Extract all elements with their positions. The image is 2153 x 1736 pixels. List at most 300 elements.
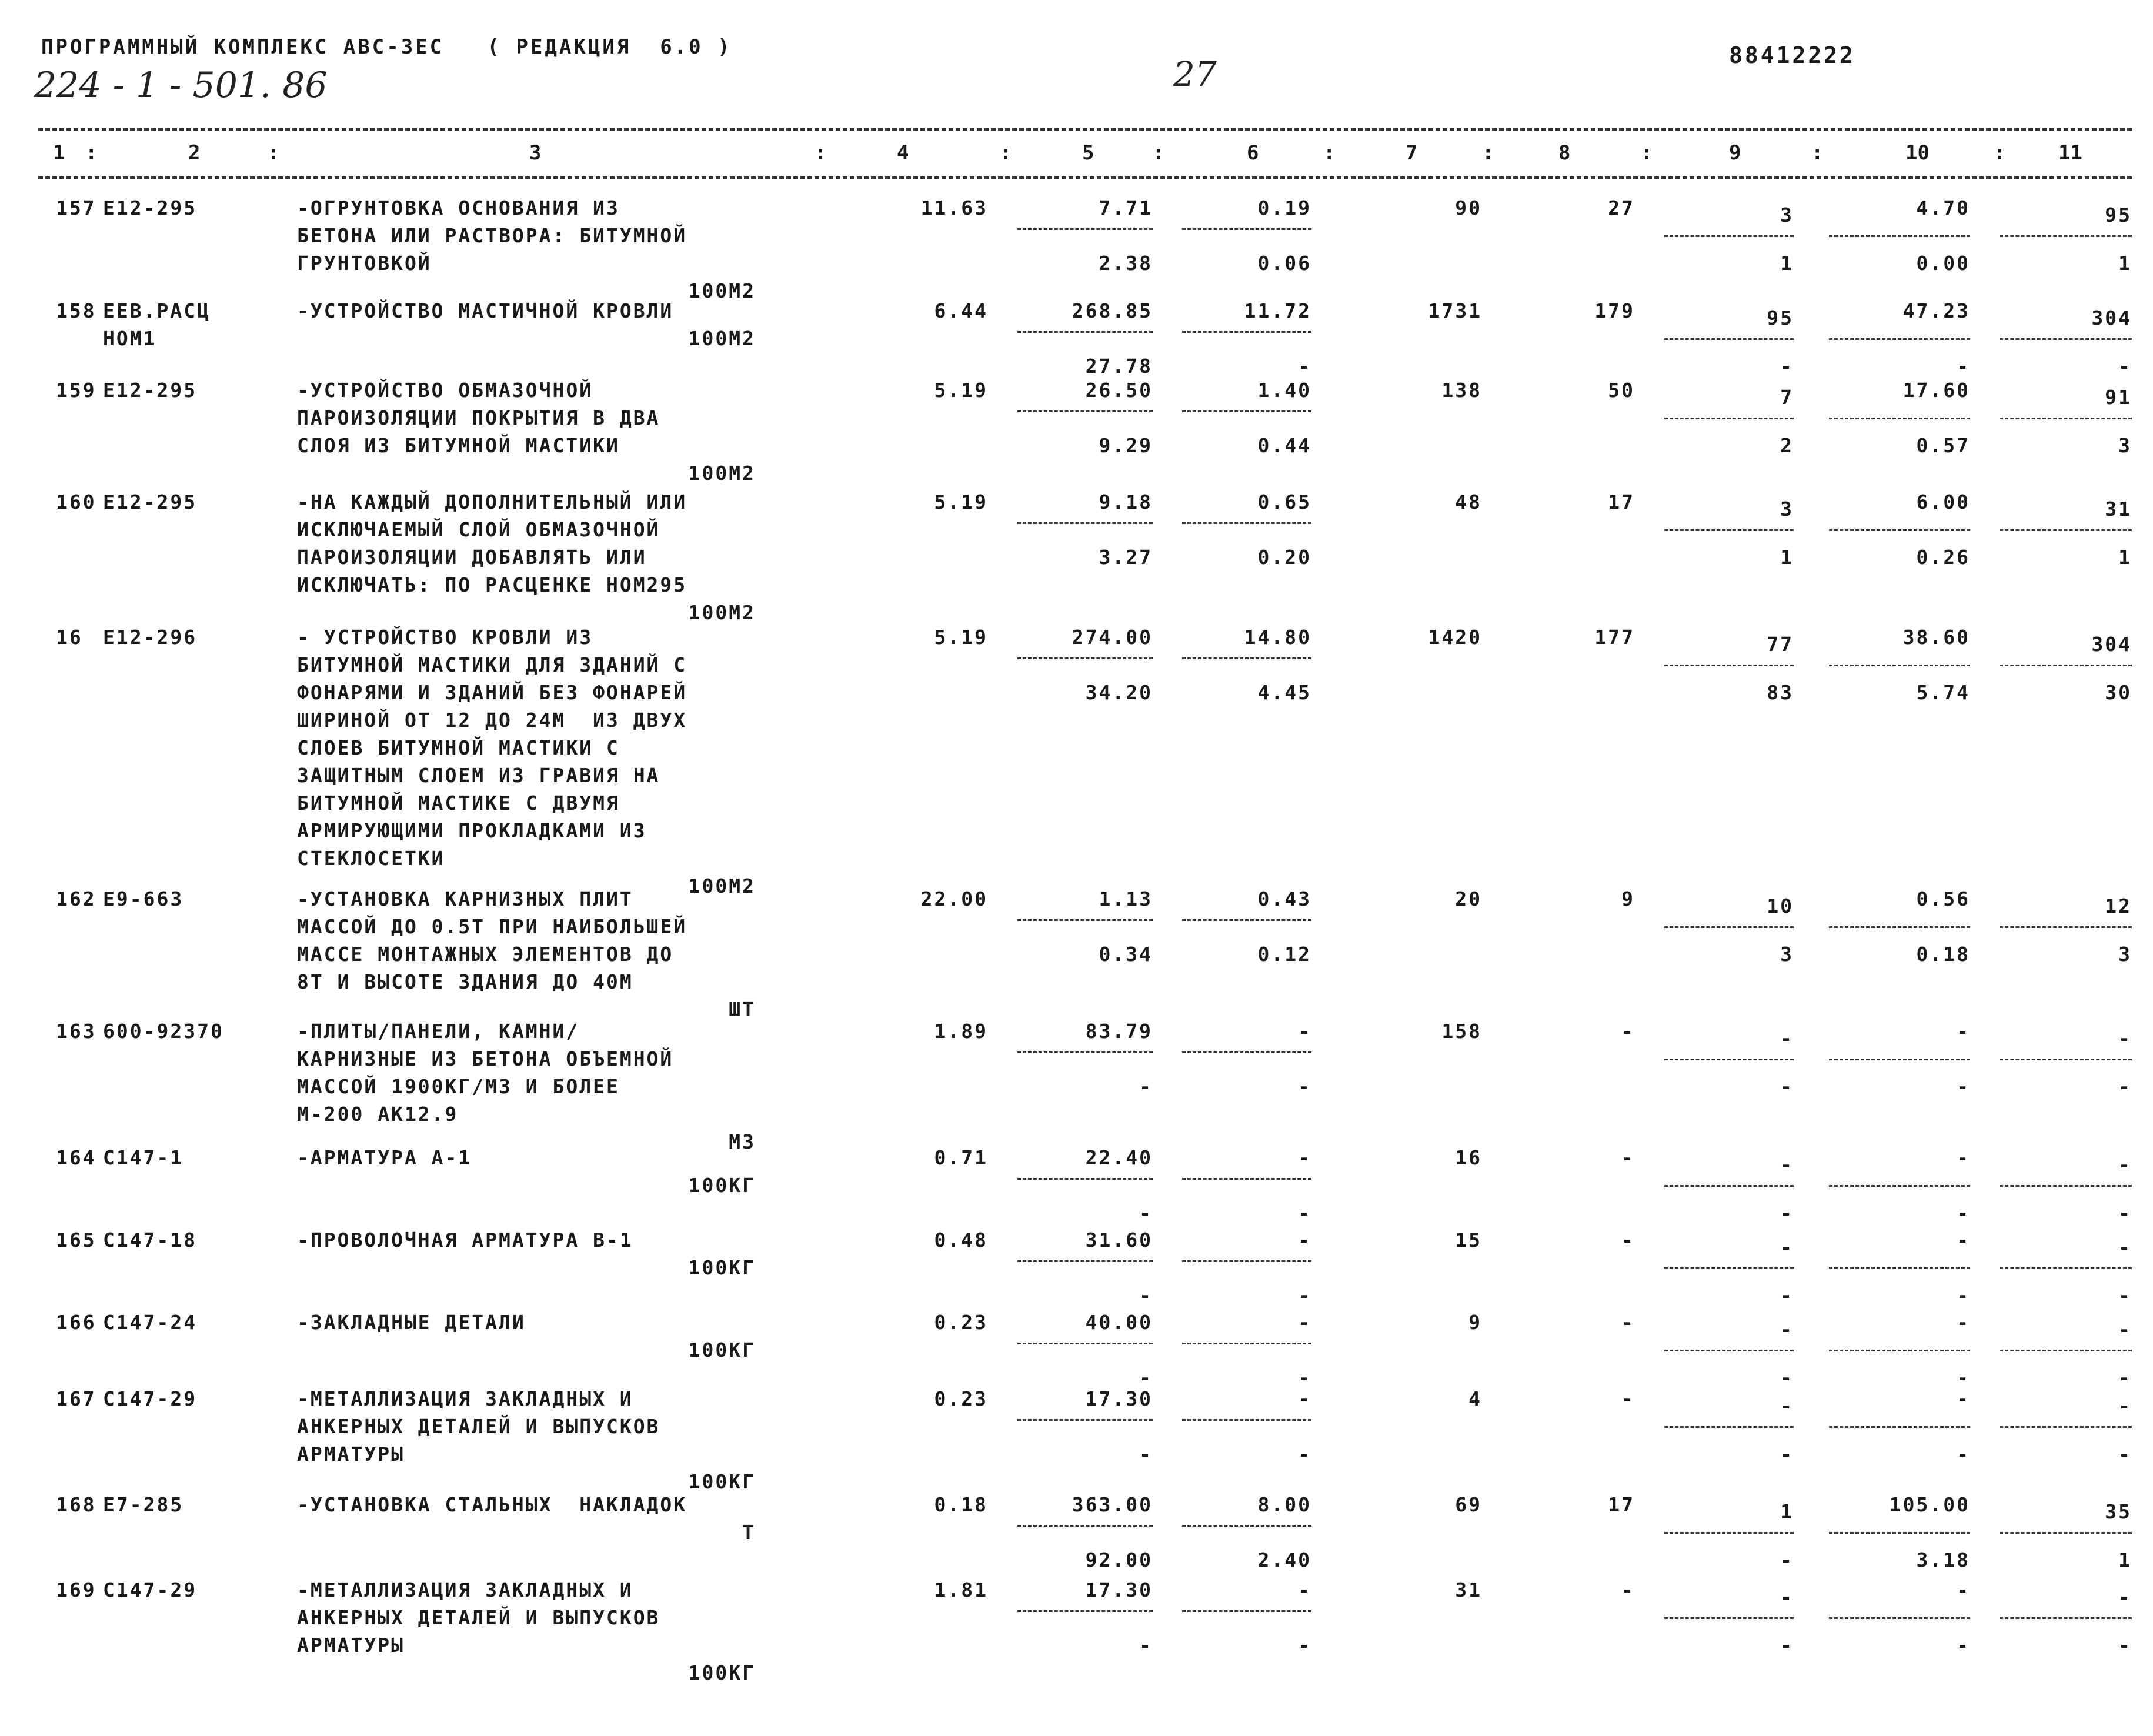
machine-cost-value: - bbox=[1298, 1020, 1311, 1043]
machine-cost-value: 0.43 bbox=[1257, 887, 1311, 910]
value-separator bbox=[1182, 657, 1311, 659]
work-description: -ОГРУНТОВКА ОСНОВАНИЯ ИЗ БЕТОНА ИЛИ РАСТВОРА: БИТУМНОЙ ГРУНТОВКОЙ bbox=[297, 196, 687, 275]
labor-total-value: - bbox=[2118, 1236, 2132, 1258]
total-cost-value: 16 bbox=[1455, 1146, 1482, 1169]
labor-total-value: - bbox=[2118, 1394, 2132, 1417]
labor-hours-value: 38.60 bbox=[1902, 626, 1970, 649]
value-separator bbox=[1017, 228, 1153, 230]
total-cost-value: 138 bbox=[1441, 379, 1482, 402]
row-number: 16 bbox=[56, 626, 83, 649]
labor-total-value: - bbox=[2118, 1585, 2132, 1608]
machine-total-value: 27 bbox=[1608, 196, 1635, 219]
labor-value: - bbox=[1780, 1236, 1794, 1258]
unit-of-measure: Т bbox=[742, 1521, 756, 1544]
machine-cost-value: 0.19 bbox=[1257, 196, 1311, 219]
labor-total-wage-value: - bbox=[2118, 1201, 2132, 1224]
value-separator bbox=[1017, 331, 1153, 333]
row-number: 168 bbox=[56, 1493, 96, 1516]
value-separator bbox=[1017, 657, 1153, 659]
total-cost-value: 158 bbox=[1441, 1020, 1482, 1043]
value-separator bbox=[1182, 1610, 1311, 1612]
value-separator bbox=[1829, 1059, 1970, 1060]
column-header: 1 bbox=[53, 141, 65, 165]
unit-wage-value: - bbox=[1139, 1634, 1153, 1657]
value-separator bbox=[1664, 418, 1794, 419]
rate-code: С147-29 bbox=[103, 1387, 198, 1410]
unit-wage-value: 9.29 bbox=[1099, 434, 1153, 457]
unit-cost-value: 363.00 bbox=[1072, 1493, 1153, 1516]
labor-total-wage-value: - bbox=[2118, 1366, 2132, 1389]
value-separator bbox=[1664, 1267, 1794, 1269]
unit-cost-value: 268.85 bbox=[1072, 299, 1153, 322]
work-description: -ЗАКЛАДНЫЕ ДЕТАЛИ bbox=[297, 1311, 526, 1334]
value-separator bbox=[1829, 1532, 1970, 1534]
column-header: 11 bbox=[2058, 141, 2082, 165]
unit-cost-value: 17.30 bbox=[1085, 1578, 1153, 1601]
labor-value: 3 bbox=[1780, 203, 1794, 226]
unit-of-measure: 100КГ bbox=[688, 1661, 756, 1684]
labor-hours-value: 17.60 bbox=[1902, 379, 1970, 402]
value-separator bbox=[1182, 522, 1311, 524]
labor-wage-value: - bbox=[1780, 1548, 1794, 1571]
row-number: 165 bbox=[56, 1228, 96, 1251]
labor-total-wage-value: - bbox=[2118, 1284, 2132, 1307]
unit-wage-value: - bbox=[1139, 1075, 1153, 1098]
row-number: 159 bbox=[56, 379, 96, 402]
value-separator bbox=[2000, 926, 2132, 928]
labor-value: 3 bbox=[1780, 498, 1794, 520]
value-separator bbox=[2000, 1185, 2132, 1187]
rate-code: Е12-295 bbox=[103, 196, 198, 219]
labor-total-value: - bbox=[2118, 1027, 2132, 1050]
value-separator bbox=[1664, 1532, 1794, 1534]
value-separator bbox=[1017, 1178, 1153, 1180]
value-separator bbox=[1664, 665, 1794, 666]
quantity-value: 11.63 bbox=[920, 196, 988, 219]
labor-hours-value: 0.56 bbox=[1916, 887, 1970, 910]
labor-hours-value: 6.00 bbox=[1916, 490, 1970, 513]
value-separator bbox=[2000, 1267, 2132, 1269]
labor-hours-wage-value: 0.26 bbox=[1916, 546, 1970, 569]
unit-of-measure: ШТ bbox=[729, 998, 756, 1021]
quantity-value: 5.19 bbox=[934, 379, 988, 402]
labor-total-wage-value: - bbox=[2118, 1443, 2132, 1465]
labor-total-wage-value: 3 bbox=[2118, 943, 2132, 966]
value-separator bbox=[2000, 1350, 2132, 1351]
work-description: -УСТРОЙСТВО ОБМАЗОЧНОЙ ПАРОИЗОЛЯЦИИ ПОКРЫТИЯ В ДВА СЛОЯ ИЗ БИТУМНОЙ МАСТИКИ bbox=[297, 379, 660, 457]
value-separator bbox=[1829, 665, 1970, 666]
value-separator bbox=[1664, 529, 1794, 531]
value-separator bbox=[1829, 1267, 1970, 1269]
header-bottom-rule bbox=[38, 176, 2132, 179]
quantity-value: 0.18 bbox=[934, 1493, 988, 1516]
rate-code: С147-29 bbox=[103, 1578, 198, 1601]
column-header: 4 bbox=[897, 141, 909, 165]
value-separator bbox=[2000, 338, 2132, 340]
column-separator: : bbox=[815, 141, 827, 165]
row-number: 169 bbox=[56, 1578, 96, 1601]
labor-value: 7 bbox=[1780, 386, 1794, 409]
machine-cost-value: 1.40 bbox=[1257, 379, 1311, 402]
column-separator: : bbox=[1153, 141, 1165, 165]
column-header: 8 bbox=[1558, 141, 1571, 165]
machine-total-value: 179 bbox=[1594, 299, 1635, 322]
handwritten-doc-number: 224 - 1 - 501. 86 bbox=[34, 65, 328, 106]
labor-hours-value: - bbox=[1957, 1387, 1970, 1410]
unit-cost-value: 9.18 bbox=[1099, 490, 1153, 513]
value-separator bbox=[1182, 919, 1311, 921]
work-description: -УСТАНОВКА СТАЛЬНЫХ НАКЛАДОК bbox=[297, 1493, 687, 1516]
total-cost-value: 4 bbox=[1468, 1387, 1482, 1410]
machine-cost-value: 0.65 bbox=[1257, 490, 1311, 513]
work-description: -УСТРОЙСТВО МАСТИЧНОЙ КРОВЛИ bbox=[297, 299, 674, 322]
value-separator bbox=[2000, 1532, 2132, 1534]
row-number: 157 bbox=[56, 196, 96, 219]
row-number: 158 bbox=[56, 299, 96, 322]
column-header: 7 bbox=[1406, 141, 1418, 165]
labor-wage-value: 3 bbox=[1780, 943, 1794, 966]
value-separator bbox=[1829, 235, 1970, 237]
value-separator bbox=[1017, 1610, 1153, 1612]
quantity-value: 6.44 bbox=[934, 299, 988, 322]
labor-total-value: 12 bbox=[2105, 894, 2132, 917]
machine-wage-value: - bbox=[1298, 1443, 1311, 1465]
row-number: 163 bbox=[56, 1020, 96, 1043]
quantity-value: 0.23 bbox=[934, 1311, 988, 1334]
row-number: 160 bbox=[56, 490, 96, 513]
labor-hours-wage-value: - bbox=[1957, 1634, 1970, 1657]
row-number: 167 bbox=[56, 1387, 96, 1410]
total-cost-value: 1420 bbox=[1428, 626, 1482, 649]
labor-hours-wage-value: - bbox=[1957, 1366, 1970, 1389]
column-header: 10 bbox=[1905, 141, 1930, 165]
labor-value: - bbox=[1780, 1585, 1794, 1608]
rate-code: Е12-296 bbox=[103, 626, 198, 649]
value-separator bbox=[1017, 1260, 1153, 1262]
labor-hours-wage-value: 0.57 bbox=[1916, 434, 1970, 457]
value-separator bbox=[1829, 1185, 1970, 1187]
unit-of-measure: М3 bbox=[729, 1130, 756, 1153]
rate-code: ЕЕВ.РАСЦ НОМ1 bbox=[103, 299, 211, 350]
labor-total-value: 95 bbox=[2105, 203, 2132, 226]
work-description: -МЕТАЛЛИЗАЦИЯ ЗАКЛАДНЫХ И АНКЕРНЫХ ДЕТАЛЕЙ И ВЫПУСКОВ АРМАТУРЫ bbox=[297, 1578, 660, 1657]
labor-total-wage-value: - bbox=[2118, 1075, 2132, 1098]
column-separator: : bbox=[1000, 141, 1012, 165]
total-cost-value: 15 bbox=[1455, 1228, 1482, 1251]
unit-of-measure: 100КГ bbox=[688, 1470, 756, 1493]
value-separator bbox=[1664, 926, 1794, 928]
machine-total-value: 17 bbox=[1608, 1493, 1635, 1516]
value-separator bbox=[1829, 926, 1970, 928]
value-separator bbox=[1017, 522, 1153, 524]
labor-hours-wage-value: 0.18 bbox=[1916, 943, 1970, 966]
labor-hours-wage-value: 3.18 bbox=[1916, 1548, 1970, 1571]
labor-total-value: 304 bbox=[2091, 306, 2132, 329]
total-cost-value: 1731 bbox=[1428, 299, 1482, 322]
labor-wage-value: - bbox=[1780, 1201, 1794, 1224]
value-separator bbox=[1664, 1617, 1794, 1619]
labor-hours-value: - bbox=[1957, 1228, 1970, 1251]
total-cost-value: 31 bbox=[1455, 1578, 1482, 1601]
machine-cost-value: - bbox=[1298, 1387, 1311, 1410]
value-separator bbox=[1829, 529, 1970, 531]
unit-wage-value: - bbox=[1139, 1284, 1153, 1307]
value-separator bbox=[1829, 338, 1970, 340]
total-cost-value: 90 bbox=[1455, 196, 1482, 219]
labor-total-value: - bbox=[2118, 1318, 2132, 1341]
labor-total-wage-value: - bbox=[2118, 1634, 2132, 1657]
machine-cost-value: - bbox=[1298, 1578, 1311, 1601]
quantity-value: 0.23 bbox=[934, 1387, 988, 1410]
machine-total-value: - bbox=[1621, 1228, 1635, 1251]
rate-code: Е12-295 bbox=[103, 379, 198, 402]
value-separator bbox=[1829, 418, 1970, 419]
machine-cost-value: 11.72 bbox=[1244, 299, 1311, 322]
value-separator bbox=[1182, 1260, 1311, 1262]
labor-hours-wage-value: 5.74 bbox=[1916, 681, 1970, 704]
labor-total-wage-value: - bbox=[2118, 355, 2132, 378]
unit-cost-value: 83.79 bbox=[1085, 1020, 1153, 1043]
machine-total-value: 177 bbox=[1594, 626, 1635, 649]
machine-cost-value: - bbox=[1298, 1228, 1311, 1251]
labor-total-value: 304 bbox=[2091, 633, 2132, 656]
unit-wage-value: 92.00 bbox=[1085, 1548, 1153, 1571]
unit-cost-value: 26.50 bbox=[1085, 379, 1153, 402]
machine-wage-value: 0.20 bbox=[1257, 546, 1311, 569]
unit-cost-value: 22.40 bbox=[1085, 1146, 1153, 1169]
column-header: 2 bbox=[188, 141, 201, 165]
labor-hours-wage-value: - bbox=[1957, 1284, 1970, 1307]
work-description: -НА КАЖДЫЙ ДОПОЛНИТЕЛЬНЫЙ ИЛИ ИСКЛЮЧАЕМЫЙ СЛОЙ ОБМАЗОЧНОЙ ПАРОИЗОЛЯЦИИ ДОБАВЛЯТЬ ИЛИ ИСКЛЮЧАТЬ: ПО РАСЦЕНКЕ НОМ295 bbox=[297, 490, 687, 596]
work-description: -МЕТАЛЛИЗАЦИЯ ЗАКЛАДНЫХ И АНКЕРНЫХ ДЕТАЛЕЙ И ВЫПУСКОВ АРМАТУРЫ bbox=[297, 1387, 660, 1465]
unit-cost-value: 31.60 bbox=[1085, 1228, 1153, 1251]
value-separator bbox=[1182, 331, 1311, 333]
unit-cost-value: 17.30 bbox=[1085, 1387, 1153, 1410]
program-header: ПРОГРАММНЫЙ КОМПЛЕКС АВС-3ЕС ( РЕДАКЦИЯ 6.0 ) bbox=[41, 35, 732, 59]
value-separator bbox=[1017, 410, 1153, 412]
machine-wage-value: 4.45 bbox=[1257, 681, 1311, 704]
unit-wage-value: - bbox=[1139, 1366, 1153, 1389]
total-cost-value: 20 bbox=[1455, 887, 1482, 910]
labor-wage-value: - bbox=[1780, 1284, 1794, 1307]
value-separator bbox=[1182, 228, 1311, 230]
header-top-rule bbox=[38, 128, 2132, 131]
labor-hours-wage-value: - bbox=[1957, 1201, 1970, 1224]
unit-wage-value: 3.27 bbox=[1099, 546, 1153, 569]
labor-wage-value: 83 bbox=[1767, 681, 1794, 704]
total-cost-value: 69 bbox=[1455, 1493, 1482, 1516]
value-separator bbox=[1829, 1617, 1970, 1619]
machine-total-value: 17 bbox=[1608, 490, 1635, 513]
value-separator bbox=[1664, 338, 1794, 340]
work-description: - УСТРОЙСТВО КРОВЛИ ИЗ БИТУМНОЙ МАСТИКИ ДЛЯ ЗДАНИЙ С ФОНАРЯМИ И ЗДАНИЙ БЕЗ ФОНАРЕЙ ШИРИНОЙ ОТ 12 ДО 24М ИЗ ДВУХ СЛОЕВ БИТУМНОЙ МАСТИКИ С ЗАЩИТНЫМ СЛОЕМ ИЗ ГРАВИЯ НА БИТУМНОЙ МАСТИКЕ С ДВУМЯ АРМИРУЮЩИМИ ПРОКЛАДКАМИ ИЗ СТЕКЛОСЕТКИ bbox=[297, 626, 687, 870]
machine-total-value: - bbox=[1621, 1578, 1635, 1601]
unit-of-measure: 100М2 bbox=[688, 462, 756, 485]
value-separator bbox=[2000, 1617, 2132, 1619]
value-separator bbox=[1664, 235, 1794, 237]
rate-code: Е9-663 bbox=[103, 887, 184, 910]
machine-wage-value: - bbox=[1298, 1075, 1311, 1098]
value-separator bbox=[1664, 1185, 1794, 1187]
labor-hours-value: - bbox=[1957, 1578, 1970, 1601]
work-description: -УСТАНОВКА КАРНИЗНЫХ ПЛИТ МАССОЙ ДО 0.5Т ПРИ НАИБОЛЬШЕЙ МАССЕ МОНТАЖНЫХ ЭЛЕМЕНТОВ ДО 8Т И ВЫСОТЕ ЗДАНИЯ ДО 40М bbox=[297, 887, 687, 993]
value-separator bbox=[1017, 1419, 1153, 1421]
machine-wage-value: 2.40 bbox=[1257, 1548, 1311, 1571]
labor-value: 77 bbox=[1767, 633, 1794, 656]
value-separator bbox=[2000, 1426, 2132, 1428]
value-separator bbox=[1664, 1350, 1794, 1351]
unit-wage-value: 2.38 bbox=[1099, 252, 1153, 275]
column-separator: : bbox=[1994, 141, 2006, 165]
labor-total-value: - bbox=[2118, 1153, 2132, 1176]
labor-wage-value: 1 bbox=[1780, 546, 1794, 569]
unit-of-measure: 100М2 bbox=[688, 327, 756, 350]
work-description: -ПЛИТЫ/ПАНЕЛИ, КАМНИ/ КАРНИЗНЫЕ ИЗ БЕТОНА ОБЪЕМНОЙ МАССОЙ 1900КГ/М3 И БОЛЕЕ М-200 АК12.9 bbox=[297, 1020, 674, 1126]
labor-hours-value: - bbox=[1957, 1146, 1970, 1169]
rate-code: Е12-295 bbox=[103, 490, 198, 513]
document-code: 88412222 bbox=[1729, 42, 1856, 68]
unit-of-measure: 100М2 bbox=[688, 601, 756, 624]
labor-wage-value: - bbox=[1780, 355, 1794, 378]
value-separator bbox=[1182, 410, 1311, 412]
machine-total-value: - bbox=[1621, 1311, 1635, 1334]
rate-code: С147-18 bbox=[103, 1228, 198, 1251]
labor-hours-wage-value: 0.00 bbox=[1916, 252, 1970, 275]
labor-wage-value: - bbox=[1780, 1443, 1794, 1465]
total-cost-value: 9 bbox=[1468, 1311, 1482, 1334]
labor-total-wage-value: 30 bbox=[2105, 681, 2132, 704]
machine-total-value: 50 bbox=[1608, 379, 1635, 402]
labor-total-wage-value: 1 bbox=[2118, 252, 2132, 275]
labor-total-value: 91 bbox=[2105, 386, 2132, 409]
quantity-value: 0.71 bbox=[934, 1146, 988, 1169]
work-description: -ПРОВОЛОЧНАЯ АРМАТУРА В-1 bbox=[297, 1228, 633, 1251]
value-separator bbox=[1017, 1525, 1153, 1527]
value-separator bbox=[2000, 529, 2132, 531]
labor-wage-value: 1 bbox=[1780, 252, 1794, 275]
column-header: 5 bbox=[1082, 141, 1094, 165]
column-header: 9 bbox=[1729, 141, 1741, 165]
machine-cost-value: - bbox=[1298, 1311, 1311, 1334]
column-header: 6 bbox=[1247, 141, 1259, 165]
labor-total-value: 35 bbox=[2105, 1500, 2132, 1523]
labor-total-value: 31 bbox=[2105, 498, 2132, 520]
machine-total-value: - bbox=[1621, 1146, 1635, 1169]
quantity-value: 22.00 bbox=[920, 887, 988, 910]
value-separator bbox=[1182, 1178, 1311, 1180]
machine-total-value: 9 bbox=[1621, 887, 1635, 910]
labor-total-wage-value: 1 bbox=[2118, 1548, 2132, 1571]
value-separator bbox=[1182, 1525, 1311, 1527]
work-description: -АРМАТУРА А-1 bbox=[297, 1146, 472, 1169]
value-separator bbox=[1182, 1343, 1311, 1344]
value-separator bbox=[1017, 919, 1153, 921]
value-separator bbox=[2000, 235, 2132, 237]
rate-code: С147-1 bbox=[103, 1146, 184, 1169]
value-separator bbox=[2000, 418, 2132, 419]
quantity-value: 1.89 bbox=[934, 1020, 988, 1043]
quantity-value: 1.81 bbox=[934, 1578, 988, 1601]
value-separator bbox=[1829, 1426, 1970, 1428]
value-separator bbox=[1664, 1059, 1794, 1060]
unit-wage-value: 34.20 bbox=[1085, 681, 1153, 704]
unit-of-measure: 100КГ bbox=[688, 1256, 756, 1279]
machine-cost-value: - bbox=[1298, 1146, 1311, 1169]
unit-of-measure: 100М2 bbox=[688, 874, 756, 897]
column-separator: : bbox=[1482, 141, 1494, 165]
unit-cost-value: 7.71 bbox=[1099, 196, 1153, 219]
row-number: 164 bbox=[56, 1146, 96, 1169]
labor-wage-value: 2 bbox=[1780, 434, 1794, 457]
labor-hours-wage-value: - bbox=[1957, 355, 1970, 378]
unit-cost-value: 1.13 bbox=[1099, 887, 1153, 910]
labor-total-wage-value: 1 bbox=[2118, 546, 2132, 569]
labor-value: - bbox=[1780, 1318, 1794, 1341]
labor-value: - bbox=[1780, 1394, 1794, 1417]
value-separator bbox=[2000, 1059, 2132, 1060]
value-separator bbox=[1017, 1051, 1153, 1053]
quantity-value: 5.19 bbox=[934, 626, 988, 649]
row-number: 162 bbox=[56, 887, 96, 910]
unit-wage-value: - bbox=[1139, 1443, 1153, 1465]
labor-value: 95 bbox=[1767, 306, 1794, 329]
unit-cost-value: 40.00 bbox=[1085, 1311, 1153, 1334]
value-separator bbox=[1664, 1426, 1794, 1428]
unit-of-measure: 100КГ bbox=[688, 1338, 756, 1361]
column-separator: : bbox=[268, 141, 280, 165]
labor-hours-wage-value: - bbox=[1957, 1443, 1970, 1465]
value-separator bbox=[1182, 1419, 1311, 1421]
column-separator: : bbox=[85, 141, 98, 165]
labor-hours-wage-value: - bbox=[1957, 1075, 1970, 1098]
row-number: 166 bbox=[56, 1311, 96, 1334]
total-cost-value: 48 bbox=[1455, 490, 1482, 513]
unit-wage-value: 27.78 bbox=[1085, 355, 1153, 378]
quantity-value: 0.48 bbox=[934, 1228, 988, 1251]
rate-code: 600-92370 bbox=[103, 1020, 224, 1043]
column-header: 3 bbox=[529, 141, 542, 165]
machine-wage-value: - bbox=[1298, 1201, 1311, 1224]
value-separator bbox=[1017, 1343, 1153, 1344]
machine-total-value: - bbox=[1621, 1387, 1635, 1410]
quantity-value: 5.19 bbox=[934, 490, 988, 513]
unit-wage-value: 0.34 bbox=[1099, 943, 1153, 966]
labor-total-wage-value: 3 bbox=[2118, 434, 2132, 457]
machine-wage-value: 0.06 bbox=[1257, 252, 1311, 275]
machine-wage-value: 0.12 bbox=[1257, 943, 1311, 966]
labor-value: - bbox=[1780, 1153, 1794, 1176]
value-separator bbox=[2000, 665, 2132, 666]
labor-hours-value: 105.00 bbox=[1889, 1493, 1970, 1516]
handwritten-page-number: 27 bbox=[1173, 54, 1217, 94]
rate-code: С147-24 bbox=[103, 1311, 198, 1334]
machine-wage-value: - bbox=[1298, 355, 1311, 378]
unit-wage-value: - bbox=[1139, 1201, 1153, 1224]
unit-of-measure: 100М2 bbox=[688, 279, 756, 302]
machine-wage-value: - bbox=[1298, 1634, 1311, 1657]
labor-hours-value: 4.70 bbox=[1916, 196, 1970, 219]
labor-wage-value: - bbox=[1780, 1366, 1794, 1389]
labor-hours-value: - bbox=[1957, 1020, 1970, 1043]
labor-hours-value: - bbox=[1957, 1311, 1970, 1334]
column-separator: : bbox=[1323, 141, 1336, 165]
machine-cost-value: 14.80 bbox=[1244, 626, 1311, 649]
labor-value: 10 bbox=[1767, 894, 1794, 917]
labor-hours-value: 47.23 bbox=[1902, 299, 1970, 322]
column-separator: : bbox=[1641, 141, 1653, 165]
rate-code: Е7-285 bbox=[103, 1493, 184, 1516]
machine-cost-value: 8.00 bbox=[1257, 1493, 1311, 1516]
